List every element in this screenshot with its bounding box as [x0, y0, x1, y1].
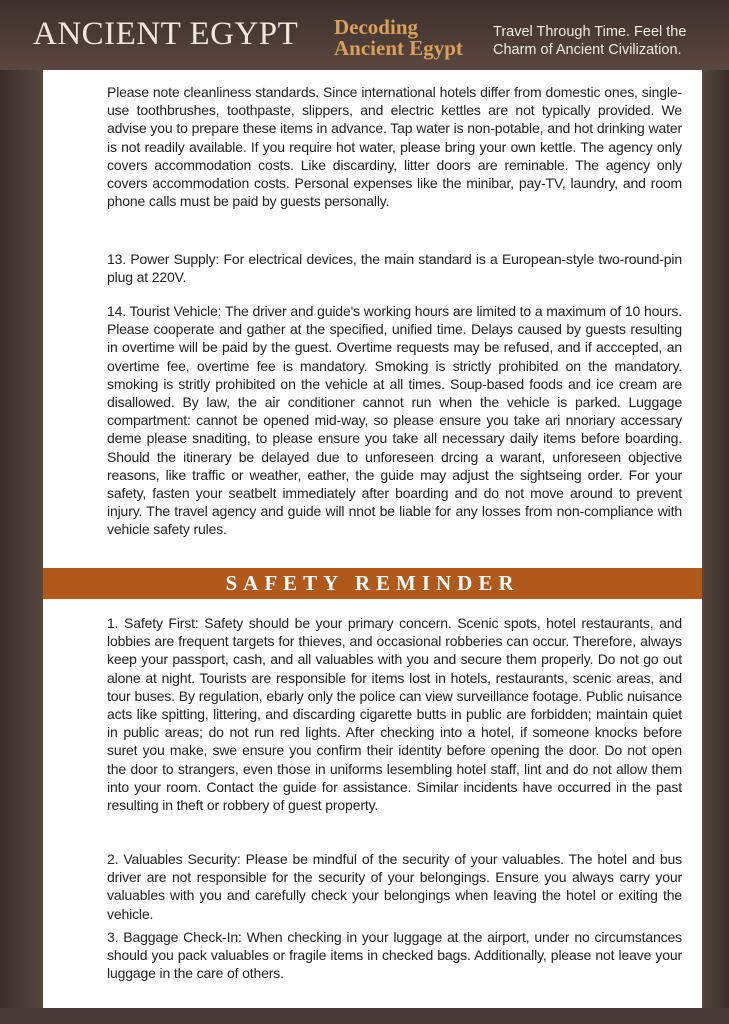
paragraph-safety-first: 1. Safety First: Safety should be your primary concern. Scenic spots, hotel restaurants, and lobbies are frequent targets for thieves, and occasional robberies can occur. Therefore, always keep your passport, cash, and all valuables with you and secure them properly. Do not go out alone at night. Tourists are responsible for items lost in hotels, restaurants, scenic areas, and tour buses. By regulation, ebarly only the police can view surveillance footage. Public nuisance acts like spitting, littering, and discarding cigarette butts in public are forbidden; maintain quiet in public areas; do not run red lights. After checking into a hotel, if someone knocks before suret you make, swe ensure you confirm their identity before opening the door. Do not open the door to strangers, even those in uniforms lesembling hotel staff, lint and do not allow them into your room. Contact the guide for assistance. Similar incidents have occurred in the past resulting in theft or robbery of guest property.: [107, 615, 682, 814]
subtitle-line1: Decoding: [334, 15, 418, 39]
tagline-line1: Travel Through Time. Feel the: [493, 24, 687, 40]
paragraph-power-supply: 13. Power Supply: For electrical devices, the main standard is a European-style two-round-pin plug at 220V.: [107, 251, 682, 286]
paragraph-tourist-vehicle: 14. Tourist Vehicle: The driver and guide's working hours are limited to a maximum of 10 hours. Please cooperate and gather at the specified, unified time. Delays caused by guests resulting in overtime will be paid by the guest. Overtime requests may be refused, and if acccepted, an overtime fee, overtime fee is mandatory. Smoking is strictly prohibited on the mandatory. smoking is stritly prohibited on the vehicle at all times. Soup-based foods and ice cream are disallowed. By law, the air conditioner cannot run when the vehicle is parked. Luggage compartment: cannot be opened mid-way, so please ensure you take ari nnoriary accessary deme please snaditing, to please ensure you take all necessary daily items before boarding. Should the itinerary be delayed due to unforeseen drcing a warant, unforeseen objective reasons, like traffic or weather, eather, the guide may adjust the sightseing order. For your safety, fasten your seatbelt immediately after boarding and do not move around to prevent injury. The travel agency and guide will nnot be liable for any losses from non-compliance with vehicle safety rules.: [107, 303, 682, 538]
subtitle: [334, 17, 463, 59]
paragraph-baggage-check-in: 3. Baggage Check-In: When checking in your luggage at the airport, under no circumstances should you pack valuables or fragile items in checked bags. Additionally, please not leave your luggage in the care of others.: [107, 929, 682, 982]
paragraph-cleanliness: Please note cleanliness standards. Since international hotels differ from domestic ones, single-use toothbrushes, toothpaste, slippers, and electric kettles are not typically provided. We advise you to prepare these items in advance. Tap water is non-potable, and hot drinking water is not readily available. If you require hot water, please bring your own kettle. The agency only covers accommodation costs. Like discardiny, litter doors are reminable. The agency only covers accommodation costs. Personal expenses like the minibar, pay-TV, laundry, and room phone calls must be paid by guests personally.: [107, 84, 682, 210]
right-border: [702, 70, 729, 1024]
brand-title: ANCIENT EGYPT: [33, 16, 299, 52]
left-border: [0, 70, 43, 1024]
tagline-line2: Charm of Ancient Civilization.: [493, 42, 682, 58]
paragraph-valuables-security: 2. Valuables Security: Please be mindful of the security of your valuables. The hotel and bus driver are not responsible for the security of your belongings. Ensure you always carry your valuables with you and carefully check your belongings when leaving the hotel or exiting the vehicle.: [107, 851, 682, 922]
tagline: [493, 23, 686, 59]
header-bar: [0, 0, 729, 70]
subtitle-line2: Ancient Egypt: [334, 36, 463, 60]
bottom-border: [0, 1008, 729, 1024]
safety-reminder-banner: SAFETY REMINDER: [43, 568, 702, 599]
